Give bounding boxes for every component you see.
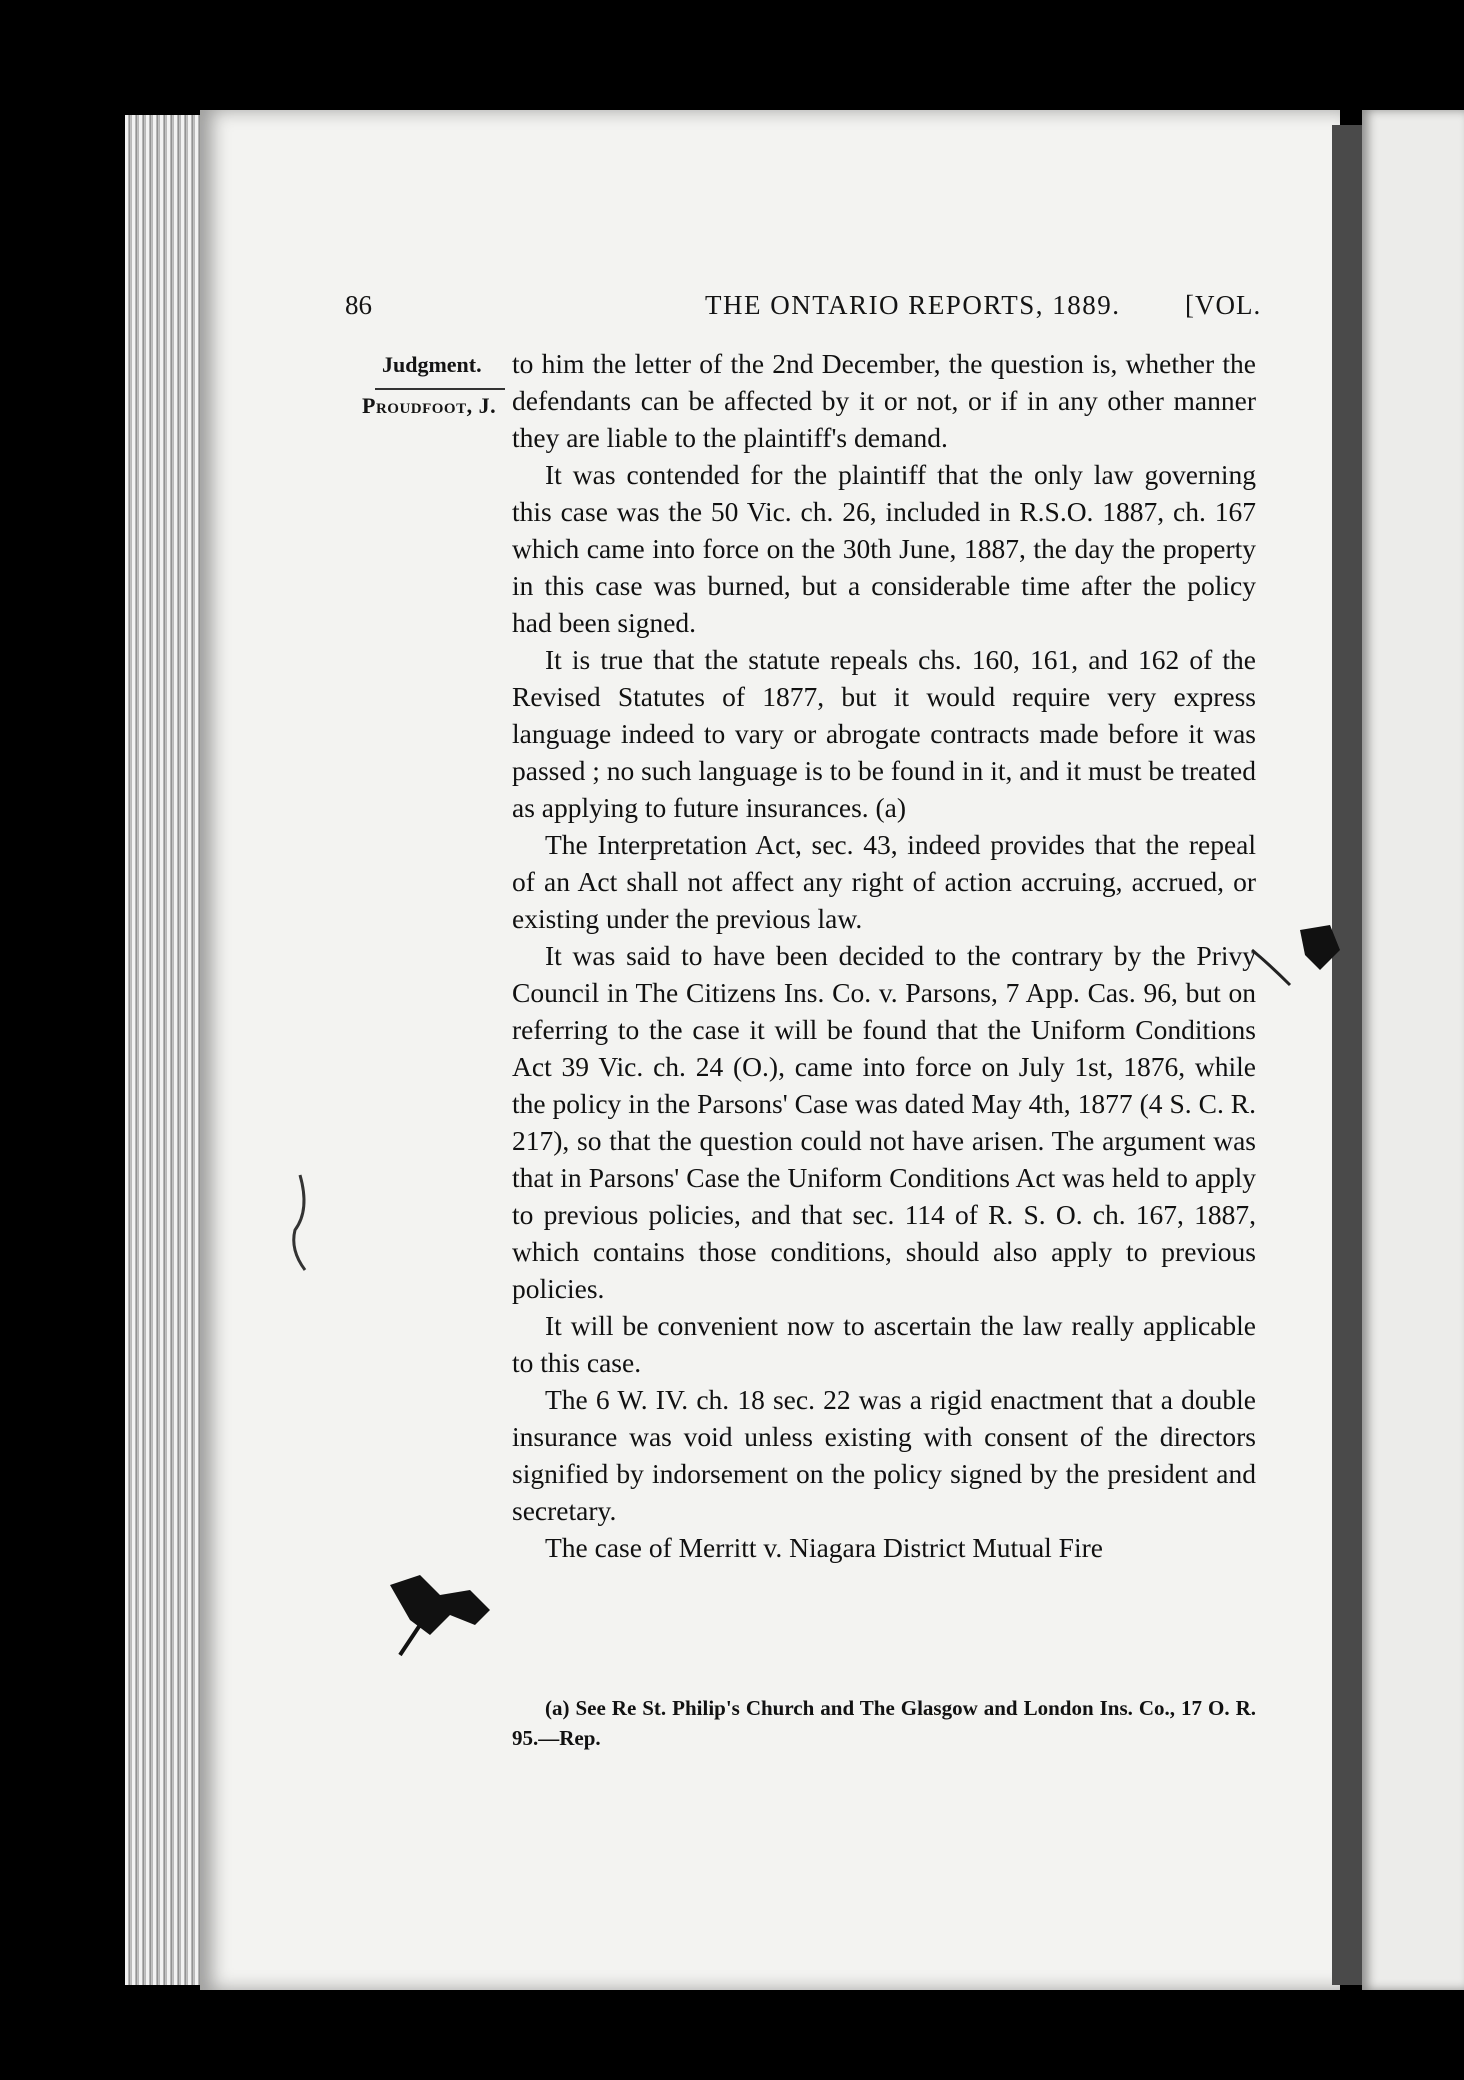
paragraph: It is true that the statute repeals chs. 160, 161, and 162 of the Revised Statutes of 1877, but it would require very express language indeed to vary or abrogate contracts made before it was passed ; no such language is to be found in it, and it must be treated as applying to future insurances. (a) [512, 644, 1256, 823]
paragraph: It was said to have been decided to the contrary by the Privy Council in The Citizens Ins. Co. v. Parsons, 7 App. Cas. 96, but on referring to the case it will be found that the Uniform Conditions Act 39 Vic. ch. 24 (O.), came into force on July 1st, 1876, while the policy in the Parsons' Case was dated May 4th, 1877 (4 S. C. R. 217), so that the question could not have arisen. The argument was that in Parsons' Case the Uniform Conditions Act was held to apply to previous policies, and that sec. 114 of R. S. O. ch. 167, 1887, which contains those conditions, should also apply to previous policies. [512, 940, 1256, 1304]
paragraph: It was contended for the plaintiff that the only law governing this case was the 50 Vic. ch. 26, included in R.S.O. 1887, ch. 167 which came into force on the 30th June, 1887, the day the property in this case was burned, but a considerable time after the policy had been signed. [512, 459, 1256, 638]
pen-scribble-mark [270, 1170, 330, 1280]
page-number: 86 [345, 290, 372, 320]
book-page-edges [125, 115, 210, 1985]
margin-note-judgment: Judgment. [382, 352, 482, 377]
paragraph: The case of Merritt v. Niagara District Mutual Fire [545, 1532, 1103, 1563]
binding-gutter [1332, 125, 1362, 1985]
paragraph: to him the letter of the 2nd December, the question is, whether the defendants can be affected by it or not, or if in any other manner they are liable to the plaintiff's demand. [512, 348, 1256, 453]
paragraph: The Interpretation Act, sec. 43, indeed provides that the repeal of an Act shall not affect any right of action accruing, accrued, or existing under the previous law. [512, 829, 1256, 934]
running-title: THE ONTARIO REPORTS, 1889. [705, 290, 1121, 320]
facing-page-edge [1362, 110, 1464, 1990]
margin-note-rule [375, 388, 505, 390]
pen-stroke-mark [1250, 945, 1300, 995]
paragraph: It will be convenient now to ascertain the law really applicable to this case. [512, 1310, 1256, 1378]
footnote: (a) See Re St. Philip's Church and The Glasgow and London Ins. Co., 17 O. R. 95.—Rep. [512, 1696, 1256, 1750]
body-text [512, 345, 1256, 1566]
margin-note-judge: Proudfoot, J. [362, 393, 497, 418]
paragraph: The 6 W. IV. ch. 18 sec. 22 was a rigid enactment that a double insurance was void unless existing with consent of the directors signified by indorsement on the policy signed by the president and secretary. [512, 1384, 1256, 1526]
volume-mark: [VOL. [1185, 290, 1262, 320]
ink-blot-mark [380, 1555, 520, 1665]
